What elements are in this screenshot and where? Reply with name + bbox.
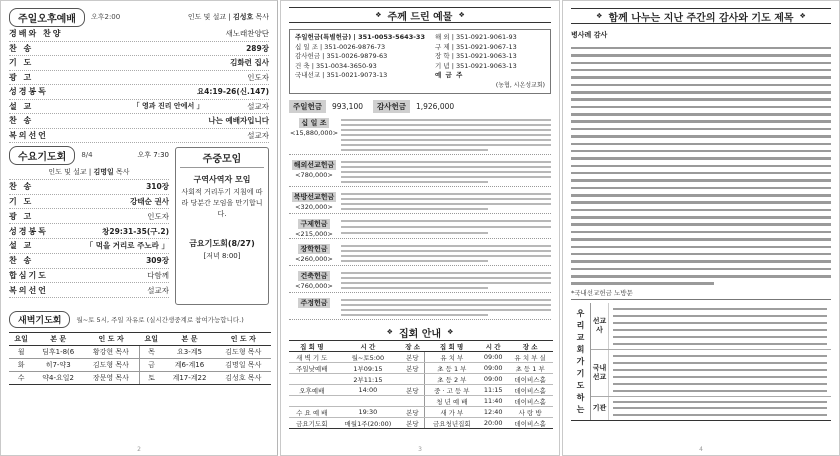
gathering-row [289, 418, 553, 429]
wednesday-and-gathering [9, 147, 269, 305]
text-line [341, 129, 551, 131]
sunday-offering-amount: 993,100 [331, 102, 363, 111]
gathering-cell: 데이비스홀 [507, 396, 553, 407]
text-line [613, 322, 827, 324]
gathering-cell: 11:15 [479, 385, 507, 396]
gathering-cell: 초 등 2 부 [424, 374, 479, 385]
text-line [571, 223, 831, 226]
account-line: 해 외 | 351-0921-9061-93 [435, 33, 517, 41]
gathering-cell: 유 치 부 [424, 352, 479, 363]
order-row: 설 교 「 영과 진리 안에서 」 설교자 [9, 100, 269, 115]
text-line [571, 157, 831, 160]
offering-label-block [289, 158, 339, 186]
text-line [341, 272, 551, 274]
page-number: 2 [137, 446, 141, 453]
text-line [341, 287, 488, 289]
text-line [571, 260, 831, 263]
mission-block-label: 국내선교 [591, 350, 609, 396]
text-line [341, 144, 551, 146]
gathering-cell: 사 랑 방 [507, 407, 553, 418]
gathering-cell: 11:40 [479, 396, 507, 407]
mission-block-lines [609, 397, 831, 420]
gathering-cell: 1부09:15 [335, 363, 402, 374]
donor-names [339, 242, 551, 265]
thanks-offering-label: 감사헌금 [373, 100, 410, 113]
diamond-icon: ❖ [458, 11, 465, 19]
wednesday-header [9, 147, 169, 163]
offering-row [289, 217, 551, 239]
text-line [613, 383, 827, 385]
mission-side-char: 회 [576, 344, 585, 354]
dawn-schedule-table [9, 332, 271, 385]
text-line [571, 216, 831, 219]
gathering-table [289, 340, 553, 429]
text-line [571, 238, 831, 241]
gathering-cell: 데이비스홀 [507, 385, 553, 396]
thanks-text-block [571, 30, 831, 285]
text-line [571, 106, 831, 109]
gathering-cell [401, 396, 424, 407]
account-list-right [435, 33, 545, 90]
dawn-prayer-note: 월~토 5시, 주일 자유로 (실시간생중계로 참여가능합니다.) [76, 316, 244, 324]
gathering-cell: 09:00 [479, 374, 507, 385]
mission-block-label: 선교사 [591, 303, 609, 349]
offering-type: 건축헌금 [300, 272, 328, 280]
gathering-row [289, 385, 553, 396]
gathering-cell: 본당 [401, 385, 424, 396]
account-line: 기 념 | 351-0921-9063-13 [435, 61, 517, 70]
text-line [571, 128, 831, 131]
gathering-cell: 20:00 [479, 418, 507, 429]
gathering-header-cell: 장 소 [507, 341, 553, 352]
mission-prayer-list [591, 303, 831, 420]
offering-summary [289, 100, 551, 113]
order-row: 찬 송 310장 [9, 180, 169, 195]
text-line [571, 91, 831, 94]
text-line [571, 47, 831, 50]
text-line [341, 220, 551, 222]
donor-names [339, 269, 551, 292]
order-row: 광 고 인도자 [9, 209, 169, 224]
text-line [571, 246, 831, 249]
mission-side-char: 교 [576, 332, 585, 342]
account-line: 감사헌금 | 351-0026-9879-63 [295, 52, 388, 60]
offering-type: 해외선교헌금 [293, 161, 335, 169]
gathering-cell: 초 등 1 부 [424, 363, 479, 374]
mission-block [591, 350, 831, 397]
afternoon-worship-time: 오후2:00 [90, 13, 121, 21]
gathering-cell: 월~토5:00 [335, 352, 402, 363]
account-line: 건 축 | 351-0034-3650-93 [295, 61, 377, 70]
offering-label-block [289, 217, 339, 238]
gathering-cell: 중 · 고 등 부 [424, 385, 479, 396]
mission-side-char: 가 [576, 356, 585, 366]
text-line [613, 343, 827, 345]
thanks-footnote: *국내선교헌금 노방문 [571, 288, 831, 300]
gathering-header-row [289, 341, 553, 352]
offering-label-block [289, 296, 339, 319]
text-line [341, 250, 551, 252]
text-line [571, 143, 831, 146]
offering-row [289, 296, 551, 320]
offering-amount: <320,000> [295, 203, 333, 211]
text-line [613, 362, 827, 364]
district-leader-meeting-title: 구역사역자 모임 [193, 175, 251, 184]
account-list-left [295, 33, 435, 90]
weekday-gathering-box [175, 147, 269, 305]
order-row: 광 고 인도자 [9, 71, 269, 86]
friday-prayer-time: [저녁 8:00] [203, 252, 241, 260]
text-line [613, 407, 827, 409]
gathering-cell: 청 년 예 배 [424, 396, 479, 407]
offering-type: 십 일 조 [301, 119, 327, 127]
gathering-cell: 주일낮예배 [289, 363, 335, 374]
text-line [341, 193, 551, 195]
mission-side-char: 리 [576, 320, 585, 330]
text-line [571, 282, 714, 285]
text-line [571, 231, 831, 234]
schedule-row: 수 약4-요일2 장문영 목사 토 계17-계22 김성호 목사 [9, 372, 271, 385]
schedule-row: 월 딤후1-8(6 황강현 목사 목 요3-계5 김도형 목사 [9, 346, 271, 359]
order-row: 기 도 강태순 권사 [9, 195, 169, 210]
order-row: 찬 송 나는 예배자입니다 [9, 114, 269, 129]
text-line [571, 172, 831, 175]
offering-type: 구제헌금 [300, 220, 328, 228]
gathering-cell: 09:00 [479, 352, 507, 363]
bank-accounts-box [289, 29, 551, 94]
text-line [571, 120, 831, 123]
gathering-cell: 오후예배 [289, 385, 335, 396]
text-line [341, 203, 551, 205]
gathering-cell: 초 등 1 부 [507, 363, 553, 374]
text-line [613, 414, 827, 416]
wednesday-leader: 인도 및 설교 | 김명일 목사 [9, 165, 169, 180]
order-row: 성경봉독 창29:31-35(구.2) [9, 224, 169, 239]
gathering-header-cell: 시 간 [335, 341, 402, 352]
offering-amount: <260,000> [295, 255, 333, 263]
thanks-section-header [571, 8, 831, 24]
text-line [571, 98, 831, 101]
mission-block-label: 기관 [591, 397, 609, 420]
mission-side-label [571, 303, 591, 420]
offering-amount: <215,000> [295, 230, 333, 238]
page-number: 4 [699, 446, 703, 453]
sunday-offering-label: 주일헌금 [289, 100, 326, 113]
offering-amount: <760,000> [295, 282, 333, 290]
mission-side-char: 우 [576, 308, 585, 318]
account-line: 국내선교 | 351-0021-9073-13 [295, 71, 388, 79]
gathering-cell [289, 374, 335, 385]
diamond-icon: ❖ [386, 328, 393, 336]
gathering-cell: 19:30 [335, 407, 402, 418]
wednesday-date: 8/4 [81, 151, 93, 159]
gathering-cell: 본당 [401, 363, 424, 374]
gathering-header-cell: 집 회 명 [289, 341, 335, 352]
text-line [571, 209, 831, 212]
offering-label-block [289, 190, 339, 213]
offering-label-block [289, 269, 339, 292]
text-line [613, 390, 827, 392]
text-line [613, 308, 827, 310]
text-line [341, 299, 551, 301]
donor-names [339, 190, 551, 213]
account-line: 십 일 조 | 351-0026-9876-73 [295, 42, 386, 51]
text-line [341, 198, 551, 200]
offering-label-block [289, 116, 339, 154]
gathering-row [289, 363, 553, 374]
order-row: 성경봉독 요4:19-26(신.147) [9, 85, 269, 100]
text-line [571, 84, 831, 87]
order-row: 복의선언 설교자 [9, 129, 269, 144]
gathering-row [289, 407, 553, 418]
text-line [571, 113, 831, 116]
gathering-cell: 14:00 [335, 385, 402, 396]
text-line [571, 54, 831, 57]
gathering-cell: 새 벽 기 도 [289, 352, 335, 363]
offering-row [289, 269, 551, 293]
text-line [571, 179, 831, 182]
offering-row [289, 190, 551, 214]
text-line [341, 232, 488, 234]
text-line [341, 176, 551, 178]
text-line [341, 166, 551, 168]
donor-names [339, 116, 551, 154]
text-line [571, 275, 831, 278]
gathering-cell: 금요기도회 [289, 418, 335, 429]
text-line [571, 62, 831, 65]
text-line [341, 181, 488, 183]
text-line [613, 355, 827, 357]
diamond-icon: ❖ [799, 12, 806, 20]
offering-type: 장학헌금 [300, 245, 328, 253]
text-line [613, 369, 827, 371]
text-line [341, 208, 488, 210]
text-line [341, 255, 551, 257]
text-line [613, 315, 827, 317]
text-line [613, 329, 827, 331]
text-line [341, 226, 551, 228]
text-line [613, 401, 827, 403]
gathering-cell: 금요청년집회 [424, 418, 479, 429]
gathering-cell: 수 요 예 배 [289, 407, 335, 418]
gathering-cell: 본당 [401, 407, 424, 418]
text-line [571, 69, 831, 72]
order-row: 복의선언 설교자 [9, 283, 169, 298]
bulletin-page-2 [0, 0, 278, 456]
offering-section-header [289, 7, 551, 23]
mission-side-char: 하 [576, 392, 585, 402]
order-row: 찬 송 289장 [9, 42, 269, 57]
gathering-cell: 매월1주(20:00) [335, 418, 402, 429]
donor-names [339, 296, 551, 319]
donor-names [339, 158, 551, 186]
offering-list [281, 116, 559, 320]
mission-block-lines [609, 350, 831, 396]
gathering-row [289, 374, 553, 385]
gathering-cell [335, 396, 402, 407]
page-number: 3 [418, 446, 422, 453]
gathering-row [289, 352, 553, 363]
diamond-icon: ❖ [596, 12, 603, 20]
text-line [341, 260, 488, 262]
offering-label-block [289, 242, 339, 265]
gathering-cell: 본당 [401, 352, 424, 363]
gathering-cell: 데이비스홀 [507, 418, 553, 429]
bulletin-page-4 [562, 0, 840, 456]
text-line [341, 304, 551, 306]
friday-prayer-title: 금요기도회(8/27) [189, 239, 255, 248]
mission-side-char: 기 [576, 368, 585, 378]
dawn-prayer-title: 새벽기도회 [9, 311, 70, 328]
account-holder-label: 예 금 주 [435, 71, 464, 79]
text-line [571, 76, 831, 79]
gathering-cell: 12:40 [479, 407, 507, 418]
mission-block-lines [609, 303, 831, 349]
text-line [613, 336, 827, 338]
account-line: 구 제 | 351-0921-9067-13 [435, 42, 517, 51]
bulletin-page-3 [280, 0, 560, 456]
gathering-cell: 2부11:15 [335, 374, 402, 385]
offering-type: 북방선교헌금 [293, 193, 335, 201]
afternoon-order [9, 27, 269, 143]
text-line [341, 161, 551, 163]
gathering-cell: 09:00 [479, 363, 507, 374]
gathering-cell: 데이비스홀 [507, 374, 553, 385]
account-caption: (농협, 시온성교회) [495, 81, 545, 89]
gathering-section-header [289, 324, 551, 340]
offering-row [289, 242, 551, 266]
wednesday-time: 오후 7:30 [137, 151, 169, 159]
diamond-icon: ❖ [447, 328, 454, 336]
gathering-header-cell: 시 간 [479, 341, 507, 352]
text-line [571, 268, 831, 271]
text-line [341, 282, 551, 284]
text-line [341, 119, 551, 121]
text-line [571, 135, 831, 138]
mission-prayer-box [571, 303, 831, 421]
offering-section-title: 주께 드린 예물 [387, 11, 453, 23]
text-line [341, 124, 551, 126]
gathering-cell [401, 374, 424, 385]
text-line [571, 150, 831, 153]
text-line [571, 165, 831, 168]
text-line [571, 201, 831, 204]
gathering-header-cell: 집 회 명 [424, 341, 479, 352]
text-line [341, 309, 551, 311]
afternoon-worship-leader: 인도 및 설교 | 김성호 목사 [187, 13, 269, 21]
text-line [341, 171, 551, 173]
order-row: 합심기도 다함께 [9, 269, 169, 284]
gathering-cell [289, 396, 335, 407]
offering-type: 주정헌금 [300, 299, 328, 307]
text-line [341, 277, 551, 279]
gathering-cell: 유 치 부 실 [507, 352, 553, 363]
schedule-row: 화 히7-약3 김도형 목사 금 계6-계16 김명일 목사 [9, 359, 271, 372]
offering-row [289, 158, 551, 187]
schedule-header-row: 요일 본 문 인 도 자 요일 본 문 인 도 자 [9, 333, 271, 346]
account-line: 장 학 | 351-0921-9063-13 [435, 52, 517, 60]
text-line [613, 376, 827, 378]
gathering-cell: 새 가 부 [424, 407, 479, 418]
text-line [571, 253, 831, 256]
mission-side-char: 는 [576, 404, 585, 414]
wednesday-service [9, 147, 169, 305]
mission-block [591, 303, 831, 350]
text-line [341, 245, 551, 247]
offering-amount: <780,000> [295, 171, 333, 179]
text-line [341, 134, 551, 136]
text-line [341, 314, 488, 316]
text-line [341, 139, 551, 141]
weekday-gathering-title: 주중모임 [180, 150, 264, 168]
thanks-offering-amount: 1,926,000 [415, 102, 455, 111]
text-line [341, 149, 488, 151]
offering-amount: <15,880,000> [289, 129, 339, 137]
thanks-lead: 병사례 감사 [571, 31, 608, 39]
donor-names [339, 217, 551, 238]
order-row: 설 교 「 먹을 거리로 주노라 」 [9, 239, 169, 254]
gathering-section-title: 집회 안내 [398, 328, 442, 340]
text-line [571, 194, 831, 197]
afternoon-worship-header [9, 9, 269, 25]
mission-block [591, 397, 831, 420]
thanks-section-title: 함께 나누는 지난 주간의 감사와 기도 제목 [608, 12, 794, 24]
gathering-row [289, 396, 553, 407]
gathering-header-cell: 장 소 [401, 341, 424, 352]
dawn-prayer-header [9, 311, 269, 328]
text-line [571, 187, 831, 190]
diamond-icon: ❖ [375, 11, 382, 19]
offering-row [289, 116, 551, 155]
account-line: 주일헌금(특별헌금) | 351-0053-5643-33 [295, 33, 425, 41]
mission-side-char: 도 [576, 380, 585, 390]
wednesday-title: 수요기도회 [9, 146, 75, 165]
gathering-cell: 본당 [401, 418, 424, 429]
order-row: 경배와 찬양 새노래찬양단 [9, 27, 269, 42]
afternoon-worship-title: 주일오후예배 [9, 8, 85, 27]
district-leader-meeting-note: 사회적 거리두기 지침에 따라 당분간 모임을 만기합니다. [181, 188, 263, 218]
order-row: 찬 송 309장 [9, 254, 169, 269]
order-row: 기 도 김화련 집사 [9, 56, 269, 71]
